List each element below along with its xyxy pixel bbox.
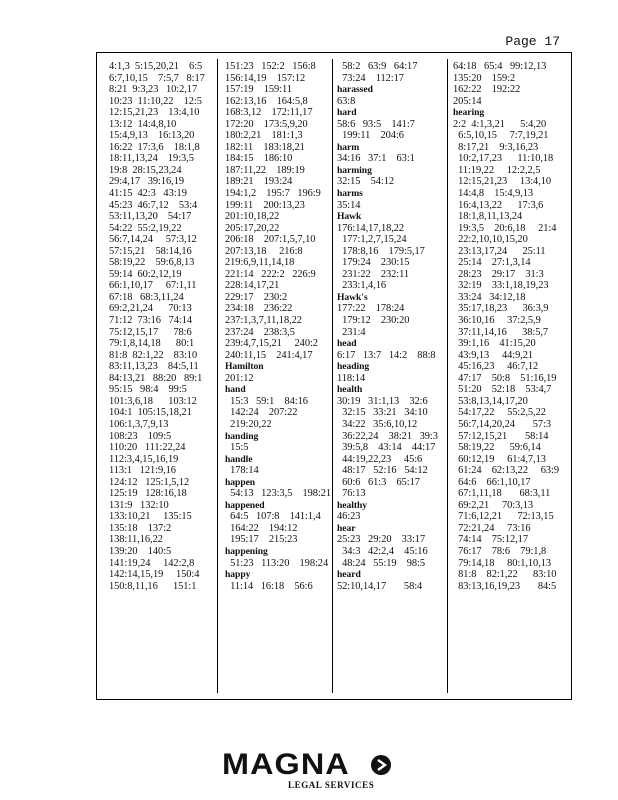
index-term: hear (337, 522, 356, 534)
index-entry: 69:2,21 70:3,13 (453, 499, 534, 511)
index-entry: 139:20 140:5 (109, 545, 172, 557)
index-entry: 34:22 35:6,10,12 (337, 418, 418, 430)
index-entry: 51:23 113:20 198:24 (225, 557, 329, 569)
index-entry: 2:2 4:1,3,21 5:4,20 (453, 118, 547, 130)
index-entry: 135:20 159:2 (453, 72, 516, 84)
index-entry: 29:4,17 39:16,19 (109, 176, 185, 188)
index-term: heading (337, 361, 370, 373)
index-entry: 23:13,17,24 25:11 (453, 245, 546, 257)
index-term: Hawk (337, 211, 362, 223)
index-entry: 112:3,4,15,16,19 (109, 453, 179, 465)
index-entry: 178:14 (225, 465, 259, 477)
index-entry: 54:22 55:2,19,22 (109, 222, 182, 234)
index-term: Hamilton (225, 361, 264, 373)
index-entry: 237:1,3,7,11,18,22 (225, 315, 302, 327)
index-entry: 237:24 238:3,5 (225, 326, 295, 338)
index-entry: 182:11 183:18,21 (225, 141, 305, 153)
index-entry: 58:19,22 59:6,8,13 (109, 257, 195, 269)
index-term: harm (337, 141, 360, 153)
arrow-circle-icon (370, 754, 392, 776)
index-entry: 14:4,8 15:4,9,13 (453, 188, 534, 200)
index-entry: 231:4 (337, 326, 366, 338)
index-entry: 108:23 109:5 (109, 430, 172, 442)
index-entry: 6:7,10,15 7:5,7 8:17 (109, 72, 205, 84)
index-entry: 104:1 105:15,18,21 (109, 407, 192, 419)
index-entry: 67:1,11,18 68:3,11 (453, 488, 551, 500)
index-entry: 56:7,14,20,24 57:3 (453, 418, 551, 430)
index-entry: 39:5,8 43:14 44:17 (337, 442, 436, 454)
index-entry: 229:17 230:2 (225, 291, 288, 303)
page-number: Page 17 (505, 34, 560, 49)
index-entry: 28:23 29:17 31:3 (453, 268, 544, 280)
index-entry: 35:17,18,23 36:3,9 (453, 303, 549, 315)
index-entry: 56:7,14,24 57:3,12 (109, 234, 197, 246)
index-column-1 (109, 61, 215, 693)
index-entry: 177:1,2,7,15,24 (337, 234, 407, 246)
index-entry: 57:12,15,21 58:14 (453, 430, 549, 442)
index-column-2 (225, 61, 331, 693)
index-entry: 10:23 11:10,22 12:5 (109, 95, 202, 107)
index-entry: 18:11,13,24 19:3,5 (109, 153, 194, 165)
index-entry: 95:15 98:4 99:5 (109, 384, 187, 396)
index-entry: 6:5,10,15 7:7,19,21 (453, 130, 549, 142)
index-entry: 47:17 50:8 51:16,19 (453, 372, 557, 384)
index-entry: 201:12 (225, 372, 254, 384)
index-entry: 221:14 222:2 226:9 (225, 268, 316, 280)
index-entry: 231:22 232:11 (337, 268, 410, 280)
index-entry: 178:8,16 179:5,17 (337, 245, 425, 257)
index-entry: 11:19,22 12:2,2,5 (453, 164, 541, 176)
index-entry: 219:6,9,11,14,18 (225, 257, 295, 269)
index-entry: 201:10,18,22 (225, 211, 280, 223)
index-entry: 76:17 78:6 79:1,8 (453, 545, 547, 557)
index-term: Hawk's (337, 291, 368, 303)
index-entry: 35:14 (337, 199, 361, 211)
index-entry: 60:12,19 61:4,7,13 (453, 453, 546, 465)
index-entry: 240:11,15 241:4,17 (225, 349, 313, 361)
index-entry: 187:11,22 189:19 (225, 164, 305, 176)
index-entry: 54:17,22 55:2,5,22 (453, 407, 546, 419)
index-entry: 125:19 128:16,18 (109, 488, 187, 500)
index-entry: 79:14,18 80:1,10,13 (453, 557, 552, 569)
index-entry: 67:18 68:3,11,24 (109, 291, 184, 303)
index-entry: 36:10,16 37:2,5,9 (453, 315, 541, 327)
index-entry: 33:24 34:12,18 (453, 291, 526, 303)
index-entry: 13:12 14:4,8,10 (109, 118, 177, 130)
index-entry: 83:13,16,19,23 84:5 (453, 580, 557, 592)
index-entry: 30:19 31:1,13 32:6 (337, 395, 428, 407)
index-entry: 36:22,24 38:21 39:3 (337, 430, 438, 442)
index-entry: 75:12,15,17 78:6 (109, 326, 192, 338)
index-term: happening (225, 545, 268, 557)
index-entry: 199:11 200:13,23 (225, 199, 305, 211)
index-entry: 8:21 9:3,23 10:2,17 (109, 84, 198, 96)
index-entry: 6:17 13:7 14:2 88:8 (337, 349, 436, 361)
index-entry: 177:22 178:24 (337, 303, 405, 315)
index-entry: 79:1,8,14,18 80:1 (109, 338, 195, 350)
index-entry: 18:1,8,11,13,24 (453, 211, 523, 223)
index-entry: 15:4,9,13 16:13,20 (109, 130, 195, 142)
index-entry: 15:3 59:1 84:16 (225, 395, 308, 407)
index-entry: 71:12 73:16 74:14 (109, 315, 192, 327)
index-column-3 (337, 61, 445, 693)
index-entry: 138:11,16,22 (109, 534, 163, 546)
index-entry: 59:14 60:2,12,19 (109, 268, 182, 280)
index-entry: 16:22 17:3,6 18:1,8 (109, 141, 200, 153)
index-entry: 180:2,21 181:1,3 (225, 130, 303, 142)
index-entry: 58:6 93:5 141:7 (337, 118, 415, 130)
index-entry: 8:17,21 9:3,16,23 (453, 141, 539, 153)
index-entry: 64:6 66:1,10,17 (453, 476, 531, 488)
index-entry: 84:13,21 88:20 89:1 (109, 372, 203, 384)
index-entry: 168:3,12 172:11,17 (225, 107, 313, 119)
index-entry: 199:11 204:6 (337, 130, 404, 142)
index-entry: 151:23 152:2 156:8 (225, 61, 316, 72)
index-entry: 16:4,13,22 17:3,6 (453, 199, 544, 211)
index-entry: 60:6 61:3 65:17 (337, 476, 420, 488)
index-entry: 12:15,21,23 13:4,10 (109, 107, 200, 119)
index-entry: 133:10,21 135:15 (109, 511, 192, 523)
index-entry: 113:1 121:9,16 (109, 465, 176, 477)
index-entry: 179:24 230:15 (337, 257, 410, 269)
index-entry: 22:2,10,10,15,20 (453, 234, 528, 246)
index-entry: 106:1,3,7,9,13 (109, 418, 169, 430)
index-column-4 (453, 61, 567, 693)
magna-logo (220, 748, 400, 794)
index-entry: 176:14,17,18,22 (337, 222, 405, 234)
index-entry: 172:20 173:5,9,20 (225, 118, 308, 130)
index-entry: 131:9 132:10 (109, 499, 169, 511)
index-term: hand (225, 384, 246, 396)
index-entry: 184:15 186:10 (225, 153, 293, 165)
index-entry: 233:1,4,16 (337, 280, 387, 292)
index-entry: 239:4,7,15,21 240:2 (225, 338, 318, 350)
index-entry: 51:20 52:18 53:4,7 (453, 384, 552, 396)
index-term: healthy (337, 499, 368, 511)
index-entry: 141:19,24 142:2,8 (109, 557, 195, 569)
column-divider (332, 59, 333, 693)
index-term: heard (337, 569, 361, 581)
index-entry: 46:23 (337, 511, 361, 523)
index-entry: 72:21,24 73:16 (453, 522, 531, 534)
index-entry: 142:24 207:22 (225, 407, 298, 419)
index-entry: 66:1,10,17 67:1,11 (109, 280, 197, 292)
index-entry: 32:19 33:1,18,19,23 (453, 280, 549, 292)
index-entry: 25:14 27:1,3,14 (453, 257, 531, 269)
index-entry: 157:19 159:11 (225, 84, 292, 96)
index-entry: 81:8 82:1,22 83:10 (109, 349, 198, 361)
index-entry: 58:19,22 59:6,14 (453, 442, 541, 454)
logo-wordmark: MAGNA (222, 748, 350, 781)
index-entry: 64:18 65:4 99:12,13 (453, 61, 547, 72)
index-entry: 63:8 (337, 95, 356, 107)
index-entry: 34:3 42:2,4 45:16 (337, 545, 428, 557)
index-entry: 11:14 16:18 56:6 (225, 580, 313, 592)
index-entry: 81:8 82:1,22 83:10 (453, 569, 557, 581)
index-entry: 206:18 207:1,5,7,10 (225, 234, 316, 246)
column-divider (217, 59, 218, 693)
index-entry: 52:10,14,17 58:4 (337, 580, 423, 592)
index-entry: 164:22 194:12 (225, 522, 298, 534)
index-entry: 74:14 75:12,17 (453, 534, 528, 546)
index-term: health (337, 384, 363, 396)
index-entry: 162:22 192:22 (453, 84, 521, 96)
index-term: hearing (453, 107, 485, 119)
index-entry: 39:1,16 41:15,20 (453, 338, 536, 350)
index-entry: 15:5 (225, 442, 249, 454)
index-entry: 44:19,22,23 45:6 (337, 453, 423, 465)
index-entry: 32:15 54:12 (337, 176, 395, 188)
index-entry: 76:13 (337, 488, 366, 500)
index-entry: 101:3,6,18 103:12 (109, 395, 197, 407)
index-term: handle (225, 453, 253, 465)
index-entry: 45:23 46:7,12 53:4 (109, 199, 198, 211)
index-entry: 69:2,21,24 70:13 (109, 303, 192, 315)
index-entry: 205:17,20,22 (225, 222, 280, 234)
index-entry: 219:20,22 (225, 418, 272, 430)
index-entry: 205:14 (453, 95, 482, 107)
index-entry: 37:11,14,16 38:5,7 (453, 326, 549, 338)
index-entry: 73:24 112:17 (337, 72, 404, 84)
index-entry: 10:2,17,23 11:10,18 (453, 153, 554, 165)
index-entry: 195:17 215:23 (225, 534, 298, 546)
index-entry: 54:13 123:3,5 198:21 (225, 488, 331, 500)
index-entry: 19:8 28:15,23,24 (109, 164, 182, 176)
index-entry: 110:20 111:22,24 (109, 442, 186, 454)
index-entry: 48:17 52:16 54:12 (337, 465, 428, 477)
index-entry: 207:13,18 216:8 (225, 245, 303, 257)
index-term: harassed (337, 84, 373, 96)
index-entry: 58:2 63:9 64:17 (337, 61, 418, 72)
index-entry: 48:24 55:19 98:5 (337, 557, 426, 569)
index-entry: 12:15,21,23 13:4,10 (453, 176, 552, 188)
column-divider (447, 59, 448, 693)
index-entry: 189:21 193:24 (225, 176, 293, 188)
index-entry: 118:14 (337, 372, 366, 384)
index-term: head (337, 338, 357, 350)
index-term: harming (337, 164, 372, 176)
index-entry: 135:18 137:2 (109, 522, 172, 534)
index-entry: 162:13,16 164:5,8 (225, 95, 308, 107)
index-entry: 43:9,13 44:9,21 (453, 349, 534, 361)
index-entry: 124:12 125:1,5,12 (109, 476, 190, 488)
index-entry: 41:15 42:3 43:19 (109, 188, 187, 200)
index-term: harms (337, 188, 363, 200)
index-entry: 194:1,2 195:7 196:9 (225, 188, 321, 200)
index-term: happen (225, 476, 256, 488)
index-term: happened (225, 499, 265, 511)
index-term: happy (225, 569, 251, 581)
index-term: hard (337, 107, 357, 119)
index-entry: 234:18 236:22 (225, 303, 293, 315)
index-entry: 45:16,23 46:7,12 (453, 361, 539, 373)
index-entry: 64:5 107:8 141:1,4 (225, 511, 321, 523)
index-entry: 53:8,13,14,17,20 (453, 395, 528, 407)
index-entry: 34:16 37:1 63:1 (337, 153, 415, 165)
index-entry: 25:23 29:20 33:17 (337, 534, 426, 546)
index-entry: 156:14,19 157:12 (225, 72, 306, 84)
index-entry: 150:8,11,16 151:1 (109, 580, 197, 592)
index-entry: 71:6,12,21 72:13,15 (453, 511, 554, 523)
index-term: handing (225, 430, 259, 442)
index-entry: 4:1,3 5:15,20,21 6:5 (109, 61, 203, 72)
index-entry: 228:14,17,21 (225, 280, 280, 292)
logo-subtitle: LEGAL SERVICES (288, 780, 375, 790)
index-entry: 142:14,15,19 150:4 (109, 569, 200, 581)
index-entry: 53:11,13,20 54:17 (109, 211, 192, 223)
index-entry: 179:12 230:20 (337, 315, 410, 327)
index-entry: 19:3,5 20:6,18 21:4 (453, 222, 557, 234)
index-entry: 83:11,13,23 84:5,11 (109, 361, 199, 373)
index-entry: 61:24 62:13,22 63:9 (453, 465, 559, 477)
index-entry: 57:15,21 58:14,16 (109, 245, 192, 257)
index-frame (96, 52, 572, 700)
index-entry: 32:15 33:21 34:10 (337, 407, 428, 419)
